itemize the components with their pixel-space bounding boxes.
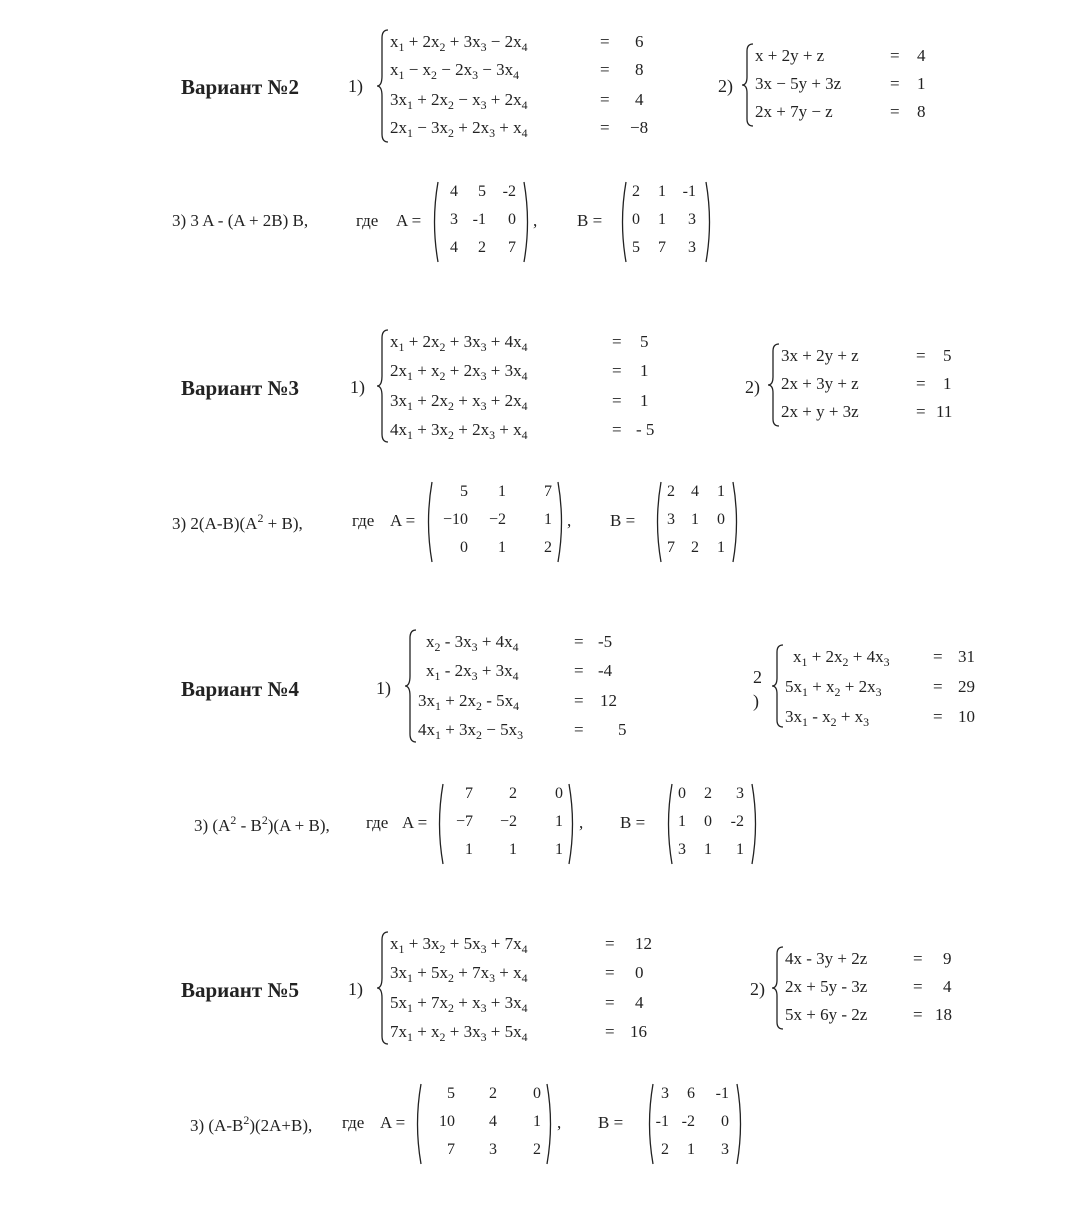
task2-label: 2)	[718, 76, 733, 96]
matrix-a	[430, 180, 532, 264]
equation-rhs: 8	[917, 102, 926, 121]
equation-rhs: 0	[635, 963, 644, 982]
equation-rhs: 10	[958, 707, 975, 726]
task1-label: 1)	[348, 76, 363, 96]
equals-sign: =	[605, 993, 615, 1012]
matrix-a-label: A =	[396, 211, 422, 230]
equation-lhs: $x_1 + 2x_2 + 4x_3$	[793, 647, 890, 669]
equation-lhs: 3x − 5y + 3z	[755, 74, 842, 93]
matrix-a-label: A =	[380, 1113, 406, 1132]
matrix-cell: 1	[555, 841, 563, 858]
system-task1	[418, 628, 648, 744]
system-task2	[755, 42, 945, 128]
matrix-cell: −2	[499, 813, 517, 830]
equation-lhs: $x_1 + 2x_2 + 3x_3 - 2x_4$	[390, 32, 528, 54]
equals-sign: =	[890, 102, 900, 121]
equation-lhs: x + 2y + z	[755, 46, 825, 65]
matrix-cell: 7	[544, 483, 552, 500]
where-word: где	[366, 813, 389, 832]
matrix-cell: 3	[661, 1085, 669, 1102]
matrix-cell: 2	[478, 239, 486, 256]
matrix-cell: 6	[687, 1085, 695, 1102]
brace-icon	[376, 930, 390, 1046]
matrix-cell: 7	[667, 539, 675, 556]
matrix-cell: 1	[691, 511, 699, 528]
equation-lhs: $x_1 - 2x_3 + 3x_4$	[426, 661, 519, 683]
equation-lhs: $7x_1 + x_2 + 3x_3 + 5x_4$	[390, 1022, 528, 1044]
matrix-cell: 3	[736, 785, 744, 802]
equals-sign: =	[933, 647, 943, 666]
matrix-cell: 3	[667, 511, 675, 528]
matrix-cell: 1	[544, 511, 552, 528]
system-task1	[390, 328, 660, 444]
brace-icon	[376, 328, 390, 444]
matrix-cell: 4	[450, 183, 458, 200]
task2-label: 2)	[750, 979, 765, 999]
equation-lhs: $3x_1 + 5x_2 + 7x_3 + x_4$	[390, 963, 528, 985]
page: Вариант №2 1) $x_1 + 2x_2 + 3x_3 - 2x_4$ = 6 $x_1 - x_2 - 2x_3 - 3x_4$ = 8 $3x_1 + 2x_2 - x_3 + 2x_4$ = 4 $2x_1 - 3x_2 + 2x_3 + x_4$ = −8 2) x + 2y + z = 4 3x − 5y + 3z = 1 2x + 7y − z = 8 3) 3 A - (A + 2B) B, где A = 4 5 -2 3 -1 0 4 2 7 , B = 2 1 -1 0 1 3 5 7 3 Вариант №3 1) $x_1 + 2x_2 + 3x_3 + 4x_4$ = 5 $2x_1 + x_2 + 2x_3 + 3x_4$ = 1 $3x_1 + 2x_2 + x_3 + 2x_4$ = 1 $4x_1 + 3x_2 + 2x_3 + x_4$ = - 5 2) 3x + 2y + z = 5 2x + 3y + z = 1 2x + y + 3z = 11 3) $2(A-B)(A^2 + B)$, где A = 5 1 7 −10 −2 1 0 1 2 , B = 2 4 1 3 1 0 7 2 1 Вариант №4 1) $x_2 - 3x_3 + 4x_4$ = -5 $x_1 - 2x_3 + 3x_4$ = -4 $3x_1 + 2x_2 - 5x_4$ = 12 $4x_1 + 3x_2 - 5x_3$ = 5 2 ) $x_1 + 2x_2 + 4x_3$ = 31 $5x_1 + x_2 + 2x_3$ = 29 $3x_1 - x_2 + x_3$ = 10 3) $(A^2 - B^2)(A + B)$, где A = 7 2 0 −7 −2 1 1 1 1 , B = 0 2 3 1 0 -2 3 1 1 Вариант №5 1) $x_1 + 3x_2 + 5x_3 + 7x_4$ = 12 $3x_1 + 5x_2 + 7x_3 + x_4$ = 0 $5x_1 + 7x_2 + x_3 + 3x_4$ = 4 $7x_1 + x_2 + 3x_3 + 5x_4$ = 16 2) 4x - 3y + 2z = 9 2x + 5y - 3z = 4 5x + 6y - 2z = 18 3) $(A-B^2)(2A+B)$, где A = 5 2 0 10 4 1 7 3 2 , B = 3 6 -1 -1 -2 0 2 1 3	[0, 0, 1080, 1205]
matrix-cell: 1	[736, 841, 744, 858]
equals-sign: =	[612, 361, 622, 380]
matrix-cell: 10	[439, 1113, 455, 1130]
equation-rhs: -5	[598, 632, 613, 651]
matrix-cell: -1	[682, 183, 696, 200]
task3-expression: 3) $(A^2 - B^2)(A + B)$,	[194, 813, 330, 835]
equation-rhs: - 5	[636, 420, 655, 439]
matrix-cell: 7	[658, 239, 666, 256]
matrix-cell: 5	[447, 1085, 455, 1102]
where-word: где	[352, 511, 375, 530]
matrix-cell: -1	[655, 1113, 669, 1130]
matrix-a	[435, 782, 577, 866]
equation-rhs: 5	[640, 332, 649, 351]
matrix-b	[645, 1082, 745, 1166]
matrix-a-label: A =	[402, 813, 428, 832]
equation-lhs: 4x - 3y + 2z	[785, 949, 868, 968]
matrix-cell: 4	[489, 1113, 497, 1130]
brace-icon	[767, 342, 781, 428]
equation-rhs: 4	[943, 977, 952, 996]
system-task2	[785, 945, 965, 1031]
equation-lhs: $5x_1 + x_2 + 2x_3$	[785, 677, 882, 699]
task2-label: 2)	[745, 377, 760, 397]
brace-icon	[376, 28, 390, 144]
matrix-b	[653, 480, 741, 564]
equation-lhs: $3x_1 + 2x_2 + x_3 + 2x_4$	[390, 391, 528, 413]
matrix-cell: 7	[508, 239, 516, 256]
equation-lhs: $2x_1 + x_2 + 2x_3 + 3x_4$	[390, 361, 528, 383]
equation-rhs: 16	[630, 1022, 647, 1041]
matrix-cell: 3	[489, 1141, 497, 1158]
equation-lhs: 2x + 5y - 3z	[785, 977, 868, 996]
equals-sign: =	[605, 1022, 615, 1041]
system-task1	[390, 930, 660, 1046]
matrix-cell: 2	[509, 785, 517, 802]
equals-sign: =	[890, 74, 900, 93]
equation-lhs: $x_1 + 2x_2 + 3x_3 + 4x_4$	[390, 332, 528, 354]
equals-sign: =	[933, 677, 943, 696]
system-task2	[785, 643, 995, 729]
matrix-b	[664, 782, 760, 866]
matrix-cell: 0	[508, 211, 516, 228]
brace-icon	[771, 945, 785, 1031]
matrix-cell: 2	[704, 785, 712, 802]
task3-expression: 3) $2(A-B)(A^2 + B)$,	[172, 511, 303, 533]
matrix-cell: 1	[658, 183, 666, 200]
where-word: где	[356, 211, 379, 230]
where-word: где	[342, 1113, 365, 1132]
matrix-cell: −10	[442, 511, 468, 528]
equation-lhs: $5x_1 + 7x_2 + x_3 + 3x_4$	[390, 993, 528, 1015]
matrix-cell: 3	[450, 211, 458, 228]
matrix-cell: -1	[715, 1085, 729, 1102]
task1-label: 1)	[376, 678, 391, 698]
matrix-cell: 2	[667, 483, 675, 500]
equation-rhs: 6	[635, 32, 644, 51]
equals-sign: =	[612, 391, 622, 410]
equation-rhs: 5	[943, 346, 952, 365]
matrix-b-label: B =	[577, 211, 603, 230]
equation-rhs: 18	[935, 1005, 952, 1024]
matrix-cell: -2	[730, 813, 744, 830]
equation-rhs: -4	[598, 661, 613, 680]
equation-lhs: $3x_1 + 2x_2 - x_3 + 2x_4$	[390, 90, 528, 112]
matrix-cell: 7	[465, 785, 473, 802]
matrix-cell: 3	[688, 239, 696, 256]
equation-rhs: 11	[936, 402, 953, 421]
equals-sign: =	[574, 632, 584, 651]
equation-rhs: 1	[943, 374, 952, 393]
equation-lhs: 3x + 2y + z	[781, 346, 859, 365]
matrix-b-label: B =	[610, 511, 636, 530]
equals-sign: =	[600, 60, 610, 79]
matrix-cell: 3	[678, 841, 686, 858]
equation-rhs: 5	[618, 720, 627, 739]
equals-sign: =	[574, 720, 584, 739]
matrix-a-label: A =	[390, 511, 416, 530]
matrix-cell: 1	[678, 813, 686, 830]
matrix-cell: −2	[488, 511, 506, 528]
matrix-cell: 0	[717, 511, 725, 528]
matrix-cell: 1	[704, 841, 712, 858]
equation-lhs: $x_2 - 3x_3 + 4x_4$	[426, 632, 519, 654]
matrix-cell: 2	[632, 183, 640, 200]
equals-sign: =	[913, 1005, 923, 1024]
matrix-cell: 1	[555, 813, 563, 830]
matrix-a	[413, 1082, 555, 1166]
equals-sign: =	[913, 977, 923, 996]
matrix-cell: 1	[498, 483, 506, 500]
equals-sign: =	[612, 332, 622, 351]
equation-lhs: $4x_1 + 3x_2 + 2x_3 + x_4$	[390, 420, 528, 442]
equals-sign: =	[600, 90, 610, 109]
equation-rhs: 1	[917, 74, 926, 93]
matrix-b-label: B =	[598, 1113, 624, 1132]
equation-rhs: 31	[958, 647, 975, 666]
task1-label: 1)	[348, 979, 363, 999]
task1-label: 1)	[350, 377, 365, 397]
matrix-cell: 1	[465, 841, 473, 858]
equation-rhs: 12	[600, 691, 617, 710]
equals-sign: =	[916, 346, 926, 365]
matrix-cell: −7	[455, 813, 473, 830]
matrix-cell: 0	[721, 1113, 729, 1130]
matrix-cell: 1	[533, 1113, 541, 1130]
matrix-cell: 0	[704, 813, 712, 830]
equals-sign: =	[890, 46, 900, 65]
brace-icon	[404, 628, 418, 744]
matrix-cell: 2	[489, 1085, 497, 1102]
matrix-b-label: B =	[620, 813, 646, 832]
equals-sign: =	[574, 661, 584, 680]
matrix-cell: 3	[721, 1141, 729, 1158]
equation-lhs: $2x_1 - 3x_2 + 2x_3 + x_4$	[390, 118, 528, 140]
equation-lhs: $3x_1 - x_2 + x_3$	[785, 707, 870, 729]
matrix-cell: 1	[717, 539, 725, 556]
equation-rhs: 1	[640, 391, 649, 410]
matrix-cell: 2	[691, 539, 699, 556]
equation-rhs: 4	[635, 90, 644, 109]
matrix-cell: 5	[460, 483, 468, 500]
equation-lhs: 5x + 6y - 2z	[785, 1005, 868, 1024]
variant-title: Вариант №2	[181, 75, 300, 99]
equation-rhs: 4	[917, 46, 926, 65]
equation-rhs: 12	[635, 934, 652, 953]
matrix-cell: 3	[688, 211, 696, 228]
matrix-cell: 1	[498, 539, 506, 556]
equals-sign: =	[605, 934, 615, 953]
matrix-cell: 0	[533, 1085, 541, 1102]
matrix-cell: 4	[450, 239, 458, 256]
equals-sign: =	[612, 420, 622, 439]
variant-title: Вариант №5	[181, 978, 300, 1002]
equals-sign: =	[605, 963, 615, 982]
equation-rhs: 4	[635, 993, 644, 1012]
equation-rhs: 8	[635, 60, 644, 79]
variant-title: Вариант №4	[181, 677, 300, 701]
task2-label: 2 )	[753, 667, 762, 711]
task3-expression: 3) $(A-B^2)(2A+B)$,	[190, 1113, 313, 1135]
equals-sign: =	[600, 32, 610, 51]
equation-rhs: 29	[958, 677, 975, 696]
system-task1	[390, 28, 660, 144]
matrix-cell: -2	[502, 183, 516, 200]
equation-rhs: 1	[640, 361, 649, 380]
equals-sign: =	[916, 374, 926, 393]
matrix-cell: 2	[544, 539, 552, 556]
equals-sign: =	[913, 949, 923, 968]
matrix-cell: 2	[661, 1141, 669, 1158]
equation-lhs: 2x + 3y + z	[781, 374, 859, 393]
variant-title: Вариант №3	[181, 376, 300, 400]
matrix-cell: 0	[632, 211, 640, 228]
matrix-b	[618, 180, 714, 264]
matrix-cell: 0	[460, 539, 468, 556]
matrix-cell: 7	[447, 1141, 455, 1158]
equals-sign: =	[574, 691, 584, 710]
matrix-cell: 1	[717, 483, 725, 500]
matrix-cell: 0	[678, 785, 686, 802]
equals-sign: =	[600, 118, 610, 137]
matrix-cell: -1	[472, 211, 486, 228]
matrix-cell: 1	[658, 211, 666, 228]
equals-sign: =	[933, 707, 943, 726]
equation-rhs: 9	[943, 949, 952, 968]
brace-icon	[771, 643, 785, 729]
equation-lhs: 2x + 7y − z	[755, 102, 833, 121]
matrix-cell: 5	[632, 239, 640, 256]
matrix-a	[424, 480, 566, 564]
system-task2	[781, 342, 961, 428]
matrix-cell: 5	[478, 183, 486, 200]
matrix-cell: 2	[533, 1141, 541, 1158]
matrix-cell: 1	[687, 1141, 695, 1158]
matrix-cell: 4	[691, 483, 699, 500]
equation-lhs: $3x_1 + 2x_2 - 5x_4$	[418, 691, 520, 713]
equation-lhs: $4x_1 + 3x_2 - 5x_3$	[418, 720, 524, 742]
task3-expression: 3) 3 A - (A + 2B) B,	[172, 211, 309, 230]
equation-rhs: −8	[630, 118, 649, 137]
equation-lhs: 2x + y + 3z	[781, 402, 859, 421]
equation-lhs: $x_1 + 3x_2 + 5x_3 + 7x_4$	[390, 934, 528, 956]
matrix-cell: 0	[555, 785, 563, 802]
equation-lhs: $x_1 - x_2 - 2x_3 - 3x_4$	[390, 60, 520, 82]
matrix-cell: 1	[509, 841, 517, 858]
equals-sign: =	[916, 402, 926, 421]
brace-icon	[741, 42, 755, 128]
matrix-cell: -2	[681, 1113, 695, 1130]
